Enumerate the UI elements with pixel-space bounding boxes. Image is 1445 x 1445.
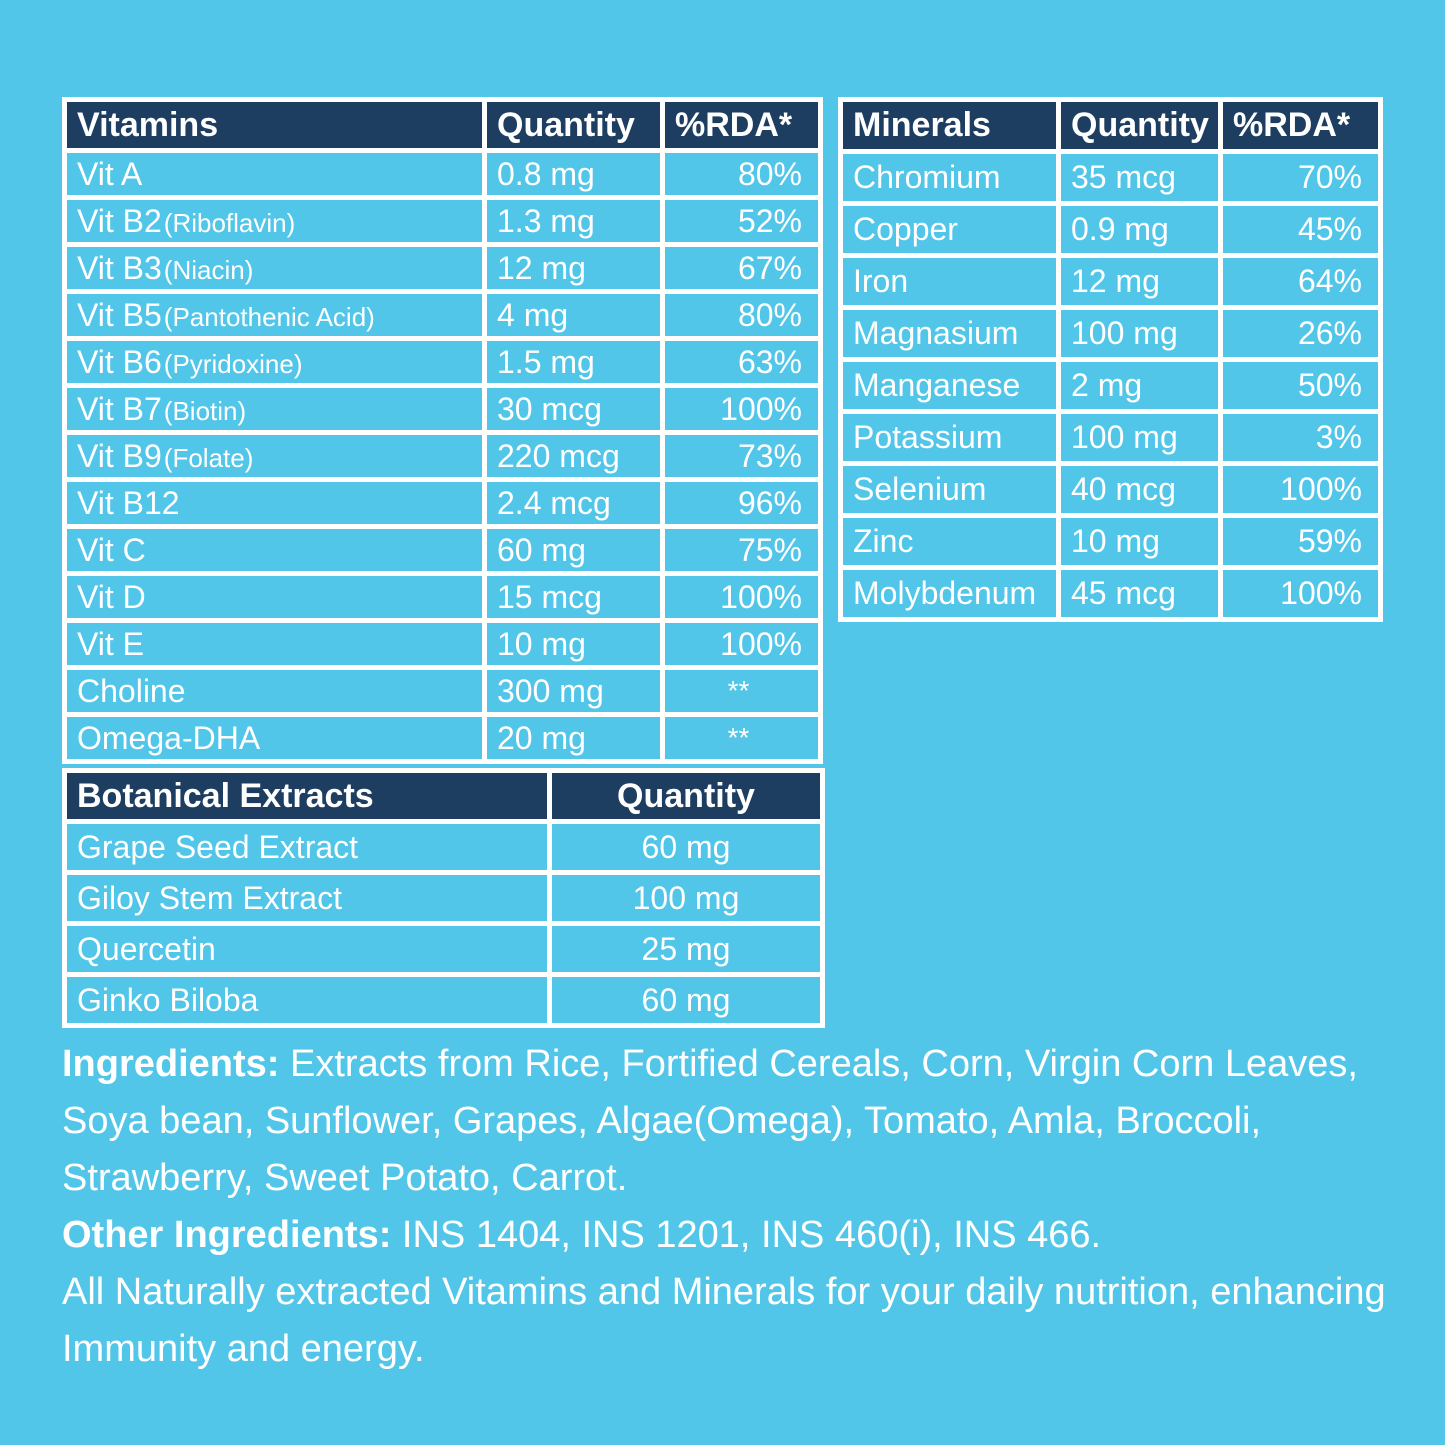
vitamin-name-paren: (Pyridoxine) bbox=[163, 348, 303, 379]
table-row bbox=[841, 412, 1381, 464]
table-row bbox=[841, 568, 1381, 620]
vitamins-header-rda: %RDA* bbox=[663, 100, 821, 151]
vitamins-header-row bbox=[65, 100, 821, 151]
vitamin-rda: 67% bbox=[663, 245, 821, 292]
mineral-rda: 50% bbox=[1221, 360, 1381, 412]
vitamin-name-text: Omega-DHA bbox=[77, 719, 261, 756]
nutrition-note: All Naturally extracted Vitamins and Minerals for your daily nutrition, enhancing Immunity and energy. bbox=[62, 1271, 1386, 1370]
mineral-quantity: 2 mg bbox=[1059, 360, 1221, 412]
vitamin-name bbox=[65, 668, 485, 715]
vitamin-name-paren: (Folate) bbox=[163, 442, 254, 473]
vitamin-name-paren: (Niacin) bbox=[163, 254, 254, 285]
vitamin-name bbox=[65, 151, 485, 198]
mineral-quantity: 100 mg bbox=[1059, 308, 1221, 360]
vitamin-quantity: 4 mg bbox=[485, 292, 663, 339]
botanical-name: Quercetin bbox=[65, 924, 550, 975]
table-row bbox=[841, 308, 1381, 360]
other-ingredients-paragraph bbox=[62, 1207, 1397, 1264]
vitamin-quantity: 0.8 mg bbox=[485, 151, 663, 198]
table-row bbox=[841, 256, 1381, 308]
vitamins-table bbox=[62, 97, 823, 764]
table-row bbox=[841, 152, 1381, 204]
mineral-rda: 70% bbox=[1221, 152, 1381, 204]
vitamin-quantity: 1.3 mg bbox=[485, 198, 663, 245]
table-row bbox=[65, 621, 821, 668]
vitamin-quantity: 12 mg bbox=[485, 245, 663, 292]
vitamin-name-text: Vit A bbox=[77, 155, 143, 192]
vitamin-name-text: Vit B3 bbox=[77, 249, 162, 286]
botanical-quantity: 60 mg bbox=[550, 822, 823, 873]
vitamin-rda: 75% bbox=[663, 527, 821, 574]
vitamin-quantity: 1.5 mg bbox=[485, 339, 663, 386]
vitamin-name-text: Vit C bbox=[77, 531, 146, 568]
vitamin-name-text: Vit E bbox=[77, 625, 144, 662]
mineral-name: Zinc bbox=[841, 516, 1059, 568]
vitamin-name bbox=[65, 292, 485, 339]
vitamin-quantity: 20 mg bbox=[485, 715, 663, 762]
table-row bbox=[65, 198, 821, 245]
table-row bbox=[65, 975, 823, 1026]
minerals-header-row bbox=[841, 100, 1381, 152]
botanical-extracts-table bbox=[62, 768, 825, 1028]
mineral-quantity: 12 mg bbox=[1059, 256, 1221, 308]
vitamin-rda: 100% bbox=[663, 621, 821, 668]
table-row bbox=[65, 574, 821, 621]
vitamin-name bbox=[65, 198, 485, 245]
vitamin-name bbox=[65, 433, 485, 480]
table-row bbox=[841, 464, 1381, 516]
vitamin-name-paren: (Biotin) bbox=[163, 395, 247, 426]
vitamin-quantity: 30 mcg bbox=[485, 386, 663, 433]
ingredients-label: Ingredients: bbox=[62, 1043, 280, 1085]
vitamin-rda: 52% bbox=[663, 198, 821, 245]
botanical-header-quantity: Quantity bbox=[550, 771, 823, 822]
botanical-name: Giloy Stem Extract bbox=[65, 873, 550, 924]
mineral-quantity: 45 mcg bbox=[1059, 568, 1221, 620]
vitamin-name-text: Vit B2 bbox=[77, 202, 162, 239]
botanical-name: Ginko Biloba bbox=[65, 975, 550, 1026]
mineral-name: Chromium bbox=[841, 152, 1059, 204]
vitamin-name bbox=[65, 339, 485, 386]
mineral-rda: 45% bbox=[1221, 204, 1381, 256]
vitamin-name-text: Vit B5 bbox=[77, 296, 162, 333]
vitamin-name bbox=[65, 574, 485, 621]
vitamin-rda: ** bbox=[663, 668, 821, 715]
table-row bbox=[841, 204, 1381, 256]
label-paragraphs bbox=[62, 1036, 1397, 1378]
vitamin-quantity: 10 mg bbox=[485, 621, 663, 668]
mineral-rda: 26% bbox=[1221, 308, 1381, 360]
vitamin-rda: 80% bbox=[663, 292, 821, 339]
minerals-header-name: Minerals bbox=[841, 100, 1059, 152]
vitamin-rda: 63% bbox=[663, 339, 821, 386]
mineral-name: Manganese bbox=[841, 360, 1059, 412]
vitamin-name-paren: (Pantothenic Acid) bbox=[163, 301, 375, 332]
vitamin-rda: 100% bbox=[663, 574, 821, 621]
vitamin-name-text: Choline bbox=[77, 672, 186, 709]
table-row bbox=[65, 668, 821, 715]
mineral-name: Molybdenum bbox=[841, 568, 1059, 620]
mineral-rda: 64% bbox=[1221, 256, 1381, 308]
table-row bbox=[65, 339, 821, 386]
mineral-quantity: 10 mg bbox=[1059, 516, 1221, 568]
mineral-quantity: 0.9 mg bbox=[1059, 204, 1221, 256]
table-row bbox=[65, 822, 823, 873]
vitamin-rda: 96% bbox=[663, 480, 821, 527]
mineral-name: Magnasium bbox=[841, 308, 1059, 360]
mineral-name: Iron bbox=[841, 256, 1059, 308]
mineral-name: Potassium bbox=[841, 412, 1059, 464]
botanical-name: Grape Seed Extract bbox=[65, 822, 550, 873]
vitamin-rda: 100% bbox=[663, 386, 821, 433]
vitamin-name bbox=[65, 386, 485, 433]
table-row bbox=[841, 516, 1381, 568]
table-row bbox=[65, 151, 821, 198]
vitamin-name bbox=[65, 621, 485, 668]
table-row bbox=[65, 873, 823, 924]
table-row bbox=[65, 715, 821, 762]
vitamin-name-paren: (Riboflavin) bbox=[163, 207, 296, 238]
other-ingredients-text: INS 1404, INS 1201, INS 460(i), INS 466. bbox=[391, 1214, 1102, 1256]
mineral-rda: 100% bbox=[1221, 568, 1381, 620]
vitamin-quantity: 300 mg bbox=[485, 668, 663, 715]
mineral-rda: 3% bbox=[1221, 412, 1381, 464]
mineral-quantity: 40 mcg bbox=[1059, 464, 1221, 516]
vitamins-header-quantity: Quantity bbox=[485, 100, 663, 151]
table-row bbox=[841, 360, 1381, 412]
minerals-header-quantity: Quantity bbox=[1059, 100, 1221, 152]
table-row bbox=[65, 480, 821, 527]
vitamin-quantity: 2.4 mcg bbox=[485, 480, 663, 527]
table-row bbox=[65, 924, 823, 975]
minerals-table bbox=[838, 97, 1383, 622]
botanical-quantity: 100 mg bbox=[550, 873, 823, 924]
vitamin-rda: ** bbox=[663, 715, 821, 762]
mineral-quantity: 35 mcg bbox=[1059, 152, 1221, 204]
vitamin-rda: 80% bbox=[663, 151, 821, 198]
vitamin-name-text: Vit B12 bbox=[77, 484, 180, 521]
vitamin-name-text: Vit D bbox=[77, 578, 146, 615]
vitamin-name bbox=[65, 245, 485, 292]
botanical-quantity: 25 mg bbox=[550, 924, 823, 975]
table-row bbox=[65, 245, 821, 292]
mineral-name: Selenium bbox=[841, 464, 1059, 516]
botanical-header-row bbox=[65, 771, 823, 822]
minerals-header-rda: %RDA* bbox=[1221, 100, 1381, 152]
vitamin-quantity: 15 mcg bbox=[485, 574, 663, 621]
mineral-rda: 59% bbox=[1221, 516, 1381, 568]
table-row bbox=[65, 292, 821, 339]
vitamin-name bbox=[65, 480, 485, 527]
botanical-header-name: Botanical Extracts bbox=[65, 771, 550, 822]
vitamin-name-text: Vit B6 bbox=[77, 343, 162, 380]
mineral-quantity: 100 mg bbox=[1059, 412, 1221, 464]
vitamin-name bbox=[65, 715, 485, 762]
vitamin-quantity: 60 mg bbox=[485, 527, 663, 574]
botanical-quantity: 60 mg bbox=[550, 975, 823, 1026]
table-row bbox=[65, 386, 821, 433]
vitamin-name bbox=[65, 527, 485, 574]
vitamin-name-text: Vit B7 bbox=[77, 390, 162, 427]
vitamins-header-name: Vitamins bbox=[65, 100, 485, 151]
ingredients-paragraph bbox=[62, 1036, 1397, 1207]
table-row bbox=[65, 527, 821, 574]
vitamin-name-text: Vit B9 bbox=[77, 437, 162, 474]
mineral-name: Copper bbox=[841, 204, 1059, 256]
other-ingredients-label: Other Ingredients: bbox=[62, 1214, 392, 1256]
table-row bbox=[65, 433, 821, 480]
ingredients-text: Extracts from Rice, Fortified Cereals, Corn, Virgin Corn Leaves, Soya bean, Sunflower, Grapes, Algae(Omega), Tomato, Amla, Broccoli, Strawberry, Sweet Potato, Carrot. bbox=[62, 1043, 1358, 1199]
vitamin-quantity: 220 mcg bbox=[485, 433, 663, 480]
mineral-rda: 100% bbox=[1221, 464, 1381, 516]
vitamin-rda: 73% bbox=[663, 433, 821, 480]
